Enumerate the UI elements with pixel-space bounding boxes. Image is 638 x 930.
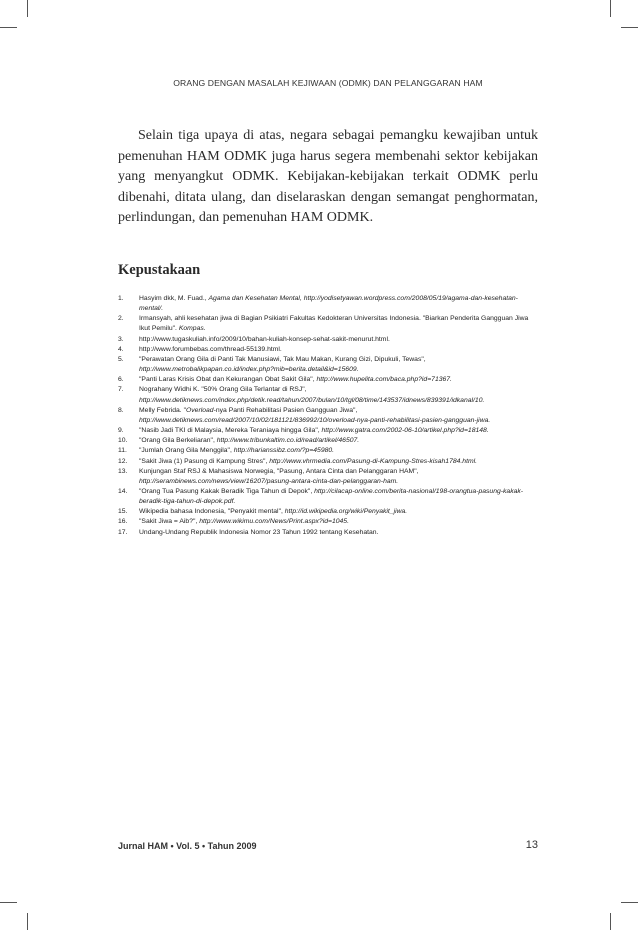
reference-number: 17. — [118, 528, 128, 536]
reference-number: 9. — [118, 427, 124, 435]
reference-text — [139, 385, 538, 405]
reference-text — [139, 528, 538, 538]
reference-segment: Melly Febrida. " — [139, 406, 186, 414]
reference-item — [118, 335, 538, 345]
reference-italic-segment: http://serambinews.com/news/view/16207/pasung-antara-cinta-dan-pelanggaran-ham. — [139, 477, 399, 485]
crop-mark-bottom-left-vertical — [27, 913, 28, 930]
crop-mark-top-left-vertical — [27, 0, 28, 17]
reference-segment: "Orang Gila Berkeliaran", — [139, 437, 217, 445]
reference-text — [139, 375, 538, 385]
crop-mark-top-left-horizontal — [0, 27, 17, 28]
reference-number: 12. — [118, 457, 128, 465]
reference-item — [118, 375, 538, 385]
reference-segment: "Panti Laras Krisis Obat dan Kekurangan Obat Sakit Gila", — [139, 376, 317, 384]
reference-segment: "Orang Tua Pasung Kakak Beradik Tiga Tahun di Depok", — [139, 487, 315, 495]
reference-item — [118, 345, 538, 355]
reference-item — [118, 314, 538, 334]
reference-italic-segment: http://www.vhrmedia.com/Pasung-di-Kampung-Stres-kisah1784.html. — [269, 457, 478, 465]
reference-italic-segment: http://harianssibz.com/?p=45980. — [233, 447, 335, 455]
reference-item — [118, 355, 538, 375]
reference-item — [118, 467, 538, 487]
reference-text — [139, 294, 538, 314]
reference-item — [118, 385, 538, 405]
crop-mark-bottom-right-horizontal — [621, 902, 638, 903]
reference-number: 8. — [118, 406, 124, 414]
reference-number: 11. — [118, 447, 127, 455]
reference-italic-segment: http://id.wikipedia.org/wiki/Penyakit_jiwa. — [284, 508, 408, 516]
reference-text — [139, 457, 538, 467]
reference-segment: "Sakit Jiwa = Aib?", — [139, 518, 200, 526]
reference-segment: Wikipedia bahasa Indonesia, "Penyakit mental", — [139, 508, 285, 516]
reference-italic-segment: http://www.hupelita.com/baca.php?id=71367. — [316, 376, 452, 384]
crop-mark-top-right-vertical — [610, 0, 611, 17]
reference-item — [118, 507, 538, 517]
reference-item — [118, 528, 538, 538]
reference-number: 1. — [118, 295, 124, 302]
reference-italic-segment: Agama dan Kesehatan Mental, http://yodisetyawan.wordpress.com/2008/05/19/agama-dan-kesehatan-mental/. — [139, 295, 518, 313]
reference-number: 13. — [118, 467, 128, 475]
reference-italic-segment: Kompas. — [178, 325, 206, 333]
reference-text — [139, 487, 538, 507]
crop-mark-bottom-right-vertical — [610, 913, 611, 930]
reference-text — [139, 406, 538, 426]
reference-item — [118, 457, 538, 467]
reference-item — [118, 406, 538, 426]
reference-text — [139, 517, 538, 527]
reference-segment: Kunjungan Staf RSJ & Mahasiswa Norwegia, "Pasung, Antara Cinta dan Pelanggaran HAM", — [139, 467, 419, 475]
reference-number: 3. — [118, 335, 124, 343]
reference-text — [139, 426, 538, 436]
reference-number: 16. — [118, 518, 128, 526]
reference-text — [139, 467, 538, 487]
reference-text — [139, 446, 538, 456]
reference-italic-segment: http://cilacap-online.com/berita-nasional/198-orangtua-pasung-kakak-beradik-tiga-tahun-di-depok.pdf. — [139, 487, 524, 506]
reference-italic-segment: Overload — [185, 406, 214, 414]
reference-segment: "Perawatan Orang Gila di Panti Tak Manusiawi, Tak Mau Makan, Kurang Gizi, Dipukuli, Tewas", — [139, 355, 426, 363]
reference-segment: Undang-Undang Republik Indonesia Nomor 23 Tahun 1992 tentang Kesehatan. — [139, 528, 379, 536]
reference-list — [118, 294, 538, 538]
reference-number: 4. — [118, 345, 124, 353]
reference-italic-segment: http://www.wikimu.com/News/Print.aspx?id=1045. — [199, 518, 349, 526]
reference-italic-segment: http://www.gatra.com/2002-06-10/artikel.php?id=18148. — [321, 427, 489, 435]
reference-italic-segment: http://www.detiknews.com/index.php/detik.read/tahun/2007/bulan/10/tgl/08/time/143537/idnews/839391/idkanal/10. — [139, 396, 485, 404]
body-paragraph: Selain tiga upaya di atas, negara sebagai pemangku kewajiban untuk pemenuhan HAM ODMK juga harus segera membenahi sektor kebijakan yang menyangkut ODMK. Kebijakan-kebijakan terkait ODMK perlu dibenahi, ditata ulang, dan diselaraskan dengan semangat penghormatan, perlindungan, dan pemenuhan HAM ODMK. — [118, 128, 538, 225]
reference-text — [139, 314, 538, 334]
reference-segment: Hasyim dkk, M. Fuad., — [139, 295, 209, 302]
reference-text — [139, 345, 538, 355]
reference-number: 10. — [118, 437, 128, 445]
page-number: 13 — [525, 839, 538, 851]
reference-text — [139, 355, 538, 375]
reference-segment: "Sakit Jiwa (1) Pasung di Kampung Stres", — [139, 457, 270, 465]
reference-item — [118, 426, 538, 436]
reference-text — [139, 436, 538, 446]
crop-mark-top-right-horizontal — [621, 27, 638, 28]
reference-segment: http://www.tugaskuliah.info/2009/10/bahan-kuliah-konsep-sehat-sakit-menurut.html. — [139, 335, 390, 343]
reference-number: 15. — [118, 508, 128, 516]
reference-number: 6. — [118, 376, 124, 384]
reference-number: 2. — [118, 315, 124, 323]
section-heading-kepustakaan: Kepustakaan — [118, 262, 201, 278]
reference-segment: Irmansyah, ahli kesehatan jiwa di Bagian Psikiatri Fakultas Kedokteran Universitas Indonesia. "Biarkan Penderita Gangguan Jiwa Ikut Pemilu". — [139, 315, 529, 333]
footer-journal-info: Jurnal HAM • Vol. 5 • Tahun 2009 — [118, 841, 257, 851]
reference-segment: Nograhany Widhi K. "50% Orang Gila Terlantar di RSJ", — [139, 386, 307, 394]
running-header: ORANG DENGAN MASALAH KEJIWAAN (ODMK) DAN PELANGGARAN HAM — [173, 78, 483, 88]
reference-italic-segment: http://www.metrobalikpapan.co.id/index.php?mib=berita.detail&id=15609. — [139, 366, 359, 374]
reference-item — [118, 294, 538, 314]
reference-segment: "Jumlah Orang Gila Menggila", — [139, 447, 234, 455]
reference-text — [139, 507, 538, 517]
reference-segment: http://www.forumbebas.com/thread-55139.html. — [139, 345, 282, 353]
reference-segment: "Nasib Jadi TKI di Malaysia, Mereka Teraniaya hingga Gila", — [139, 427, 322, 435]
reference-number: 7. — [118, 386, 124, 394]
reference-italic-segment: http://www.tribunkaltim.co.id/read/artikel/46507. — [216, 437, 360, 445]
reference-text — [139, 335, 538, 345]
reference-item — [118, 446, 538, 456]
reference-number: 5. — [118, 355, 124, 363]
reference-segment: -nya Panti Rehabilitasi Pasien Gangguan Jiwa", — [213, 406, 358, 414]
reference-number: 14. — [118, 487, 128, 495]
reference-item — [118, 517, 538, 527]
reference-item — [118, 487, 538, 507]
reference-item — [118, 436, 538, 446]
reference-italic-segment: http://www.detiknews.com/read/2007/10/02/181121/836992/10/overload-nya-panti-rehabilitasi-pasien-gangguan-jiwa. — [139, 416, 491, 424]
crop-mark-bottom-left-horizontal — [0, 902, 17, 903]
